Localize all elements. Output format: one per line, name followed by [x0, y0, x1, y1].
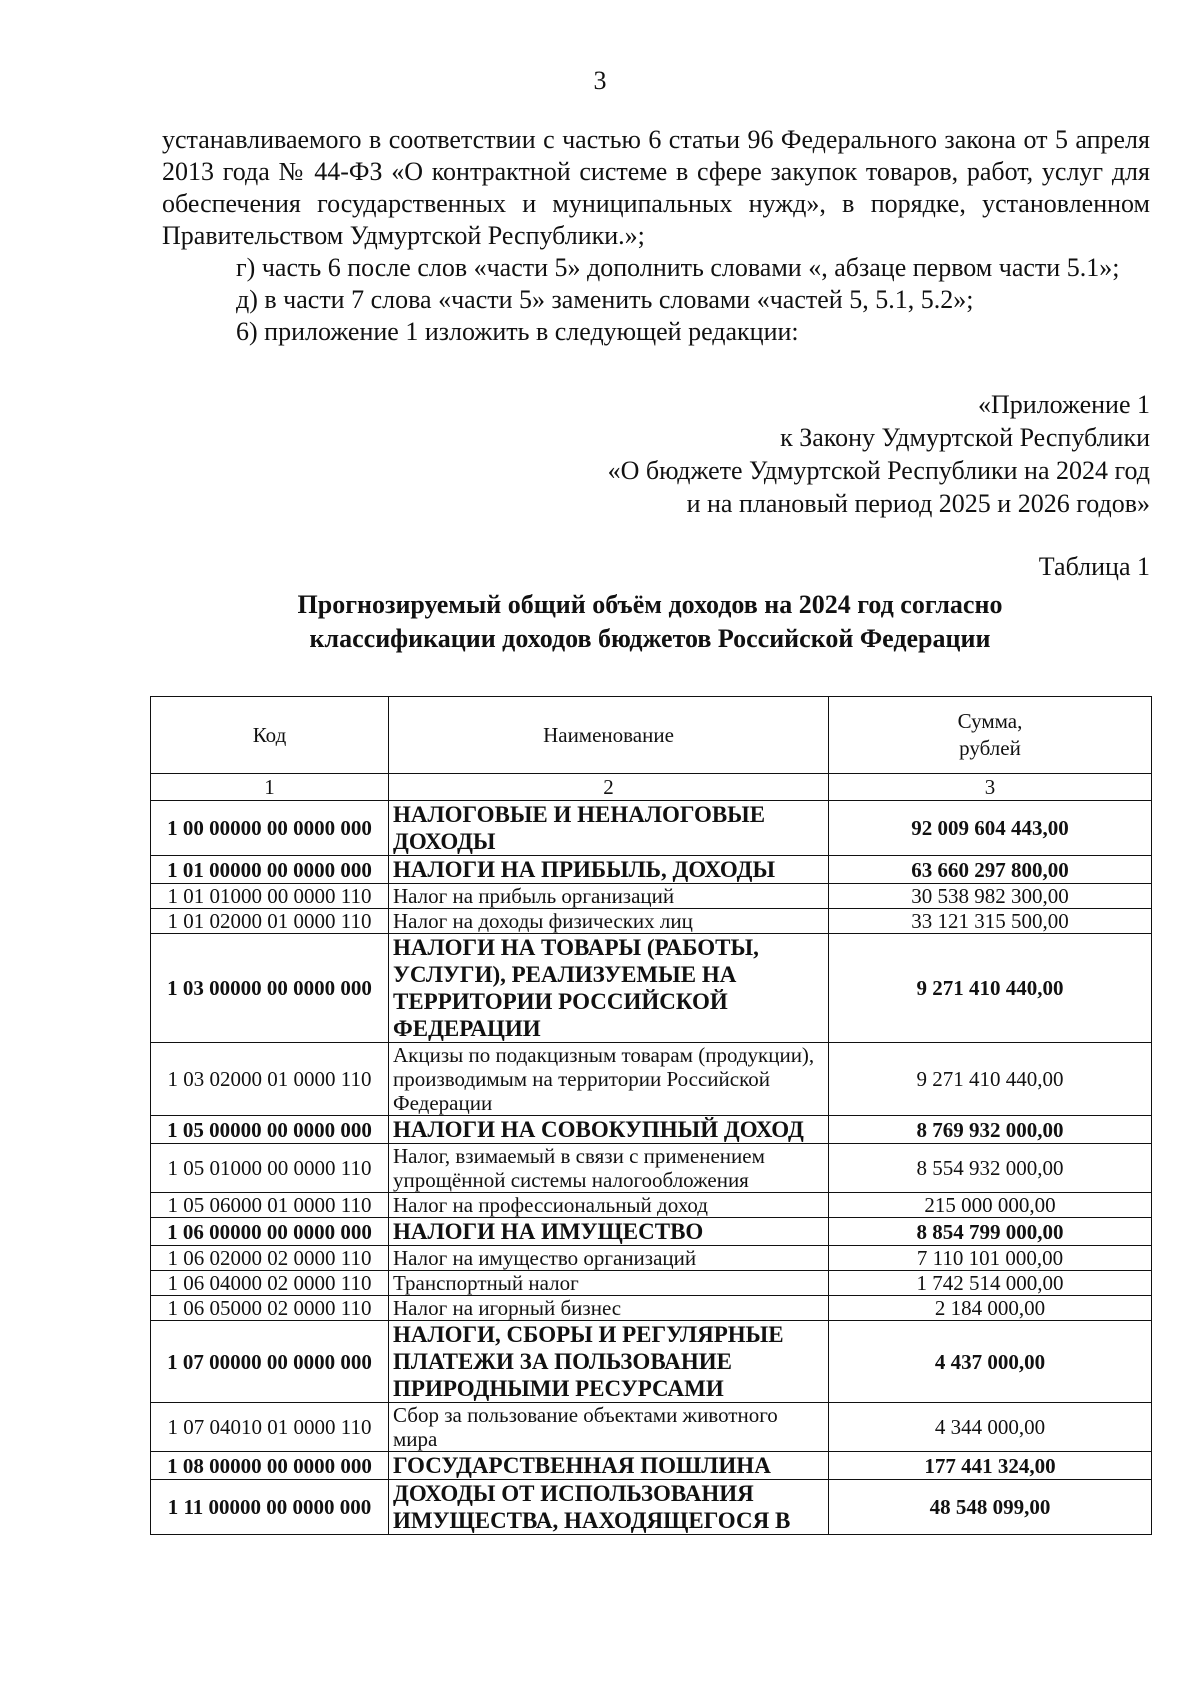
- row-code: 1 05 00000 00 0000 000: [151, 1116, 389, 1144]
- table-row: [151, 1116, 1152, 1144]
- row-code: 1 01 02000 01 0000 110: [151, 909, 389, 934]
- row-code: 1 08 00000 00 0000 000: [151, 1452, 389, 1480]
- table-row: [151, 934, 1152, 1043]
- row-code: 1 06 00000 00 0000 000: [151, 1218, 389, 1246]
- column-header-amount-line: рублей: [959, 736, 1021, 760]
- row-amount: 92 009 604 443,00: [829, 801, 1152, 856]
- row-name: ГОСУДАРСТВЕННАЯ ПОШЛИНА: [389, 1452, 829, 1480]
- row-code: 1 01 00000 00 0000 000: [151, 856, 389, 884]
- row-amount: 30 538 982 300,00: [829, 884, 1152, 909]
- paragraph-item-6: 6) приложение 1 изложить в следующей редакции:: [236, 317, 799, 346]
- column-number-row: [151, 774, 1152, 801]
- row-code: 1 11 00000 00 0000 000: [151, 1480, 389, 1535]
- row-amount: 4 437 000,00: [829, 1321, 1152, 1403]
- row-code: 1 05 01000 00 0000 110: [151, 1144, 389, 1193]
- row-name: Акцизы по подакцизным товарам (продукции), производимым на территории Российской Федерации: [389, 1043, 829, 1116]
- row-amount: 8 769 932 000,00: [829, 1116, 1152, 1144]
- appendix-header-line: «Приложение 1: [977, 390, 1150, 419]
- row-name: Налог на доходы физических лиц: [389, 909, 829, 934]
- row-amount: 177 441 324,00: [829, 1452, 1152, 1480]
- paragraph-continuation: устанавливаемого в соответствии с частью 6 статьи 96 Федерального закона от 5 апреля 2013 года № 44-ФЗ «О контрактной системе в сфере закупок товаров, работ, услуг для обеспечения государственных и муниципальных нужд», в порядке, установленном Правительством Удмуртской Республики.»;: [162, 125, 1150, 250]
- row-code: 1 06 02000 02 0000 110: [151, 1246, 389, 1271]
- appendix-header-line: к Закону Удмуртской Республики: [780, 423, 1150, 452]
- table-row: [151, 1403, 1152, 1452]
- column-number: 2: [389, 774, 829, 801]
- row-name: Налог, взимаемый в связи с применением упрощённой системы налогообложения: [389, 1144, 829, 1193]
- table-row: [151, 856, 1152, 884]
- row-name: Сбор за пользование объектами животного мира: [389, 1403, 829, 1452]
- table-row: [151, 1452, 1152, 1480]
- table-row: [151, 884, 1152, 909]
- table-row: [151, 1480, 1152, 1535]
- row-amount: 7 110 101 000,00: [829, 1246, 1152, 1271]
- row-code: 1 07 00000 00 0000 000: [151, 1321, 389, 1403]
- row-amount: 8 854 799 000,00: [829, 1218, 1152, 1246]
- column-header-name: Наименование: [389, 697, 829, 774]
- row-name: НАЛОГИ, СБОРЫ И РЕГУЛЯРНЫЕ ПЛАТЕЖИ ЗА ПОЛЬЗОВАНИЕ ПРИРОДНЫМИ РЕСУРСАМИ: [389, 1321, 829, 1403]
- table-row: [151, 909, 1152, 934]
- table-header-row: [151, 697, 1152, 774]
- body-text: [162, 124, 1150, 348]
- row-amount: 63 660 297 800,00: [829, 856, 1152, 884]
- row-amount: 48 548 099,00: [829, 1480, 1152, 1535]
- row-amount: 215 000 000,00: [829, 1193, 1152, 1218]
- column-header-amount-line: Сумма,: [957, 709, 1023, 733]
- row-code: 1 00 00000 00 0000 000: [151, 801, 389, 856]
- page-number: 3: [593, 66, 607, 95]
- row-name: ДОХОДЫ ОТ ИСПОЛЬЗОВАНИЯ ИМУЩЕСТВА, НАХОДЯЩЕГОСЯ В: [389, 1480, 829, 1535]
- row-code: 1 06 05000 02 0000 110: [151, 1296, 389, 1321]
- row-amount: 2 184 000,00: [829, 1296, 1152, 1321]
- row-code: 1 03 00000 00 0000 000: [151, 934, 389, 1043]
- table-row: [151, 1321, 1152, 1403]
- row-amount: 9 271 410 440,00: [829, 1043, 1152, 1116]
- table-row: [151, 1193, 1152, 1218]
- row-name: НАЛОГИ НА СОВОКУПНЫЙ ДОХОД: [389, 1116, 829, 1144]
- row-amount: 4 344 000,00: [829, 1403, 1152, 1452]
- column-header-code: Код: [151, 697, 389, 774]
- column-number: 1: [151, 774, 389, 801]
- table-row: [151, 1144, 1152, 1193]
- row-amount: 9 271 410 440,00: [829, 934, 1152, 1043]
- row-name: Налог на профессиональный доход: [389, 1193, 829, 1218]
- row-code: 1 01 01000 00 0000 110: [151, 884, 389, 909]
- row-name: НАЛОГИ НА ИМУЩЕСТВО: [389, 1218, 829, 1246]
- row-amount: 1 742 514 000,00: [829, 1271, 1152, 1296]
- table-title-line: классификации доходов бюджетов Российской Федерации: [309, 624, 991, 653]
- paragraph-amendment-d: д) в части 7 слова «части 5» заменить словами «частей 5, 5.1, 5.2»;: [236, 285, 974, 314]
- table-row: [151, 801, 1152, 856]
- row-code: 1 03 02000 01 0000 110: [151, 1043, 389, 1116]
- table-label: Таблица 1: [1038, 552, 1150, 581]
- row-name: Налог на прибыль организаций: [389, 884, 829, 909]
- column-header-amount: [829, 697, 1152, 774]
- row-name: Транспортный налог: [389, 1271, 829, 1296]
- table-title-line: Прогнозируемый общий объём доходов на 2024 год согласно: [297, 590, 1003, 619]
- row-name: НАЛОГИ НА ПРИБЫЛЬ, ДОХОДЫ: [389, 856, 829, 884]
- row-name: НАЛОГИ НА ТОВАРЫ (РАБОТЫ, УСЛУГИ), РЕАЛИЗУЕМЫЕ НА ТЕРРИТОРИИ РОССИЙСКОЙ ФЕДЕРАЦИИ: [389, 934, 829, 1043]
- row-code: 1 07 04010 01 0000 110: [151, 1403, 389, 1452]
- row-amount: 8 554 932 000,00: [829, 1144, 1152, 1193]
- appendix-header-line: и на плановый период 2025 и 2026 годов»: [686, 489, 1150, 518]
- paragraph-amendment-g: г) часть 6 после слов «части 5» дополнить словами «, абзаце первом части 5.1»;: [236, 253, 1120, 282]
- row-code: 1 06 04000 02 0000 110: [151, 1271, 389, 1296]
- row-amount: 33 121 315 500,00: [829, 909, 1152, 934]
- row-name: Налог на имущество организаций: [389, 1246, 829, 1271]
- table-row: [151, 1246, 1152, 1271]
- row-name: Налог на игорный бизнес: [389, 1296, 829, 1321]
- table-row: [151, 1218, 1152, 1246]
- appendix-header: [430, 388, 1150, 520]
- revenue-table: [150, 696, 1152, 1535]
- row-code: 1 05 06000 01 0000 110: [151, 1193, 389, 1218]
- row-name: НАЛОГОВЫЕ И НЕНАЛОГОВЫЕ ДОХОДЫ: [389, 801, 829, 856]
- appendix-header-line: «О бюджете Удмуртской Республики на 2024 год: [607, 456, 1150, 485]
- table-row: [151, 1296, 1152, 1321]
- column-number: 3: [829, 774, 1152, 801]
- table-row: [151, 1043, 1152, 1116]
- table-row: [151, 1271, 1152, 1296]
- table-title: [150, 588, 1150, 656]
